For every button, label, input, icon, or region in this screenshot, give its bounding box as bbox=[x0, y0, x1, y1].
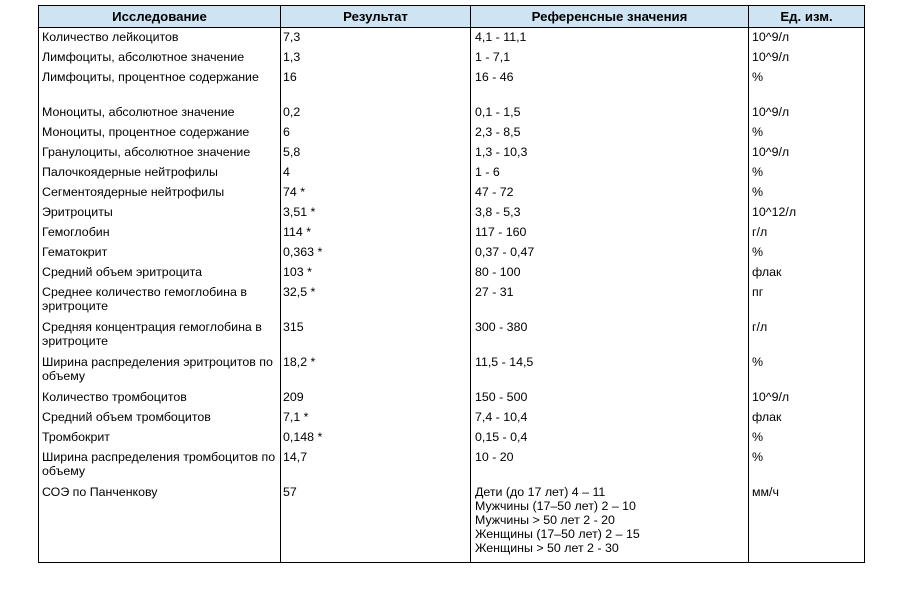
header-reference: Референсные значения bbox=[471, 6, 749, 28]
reference-range: 80 - 100 bbox=[471, 263, 749, 283]
result-value: 0,363 * bbox=[281, 243, 471, 263]
table-row bbox=[39, 163, 865, 183]
table-row bbox=[39, 318, 865, 353]
unit: мм/ч bbox=[749, 483, 865, 563]
lab-results-table bbox=[38, 5, 865, 563]
unit: % bbox=[749, 123, 865, 143]
test-name: Средний объем тромбоцитов bbox=[39, 408, 281, 428]
test-name: Среднее количество гемоглобина в эритроците bbox=[39, 283, 281, 318]
table-row bbox=[39, 263, 865, 283]
result-value: 7,3 bbox=[281, 28, 471, 48]
unit: % bbox=[749, 428, 865, 448]
table-row bbox=[39, 243, 865, 263]
test-name: Средняя концентрация гемоглобина в эритроците bbox=[39, 318, 281, 353]
table-row bbox=[39, 483, 865, 563]
unit: % bbox=[749, 243, 865, 263]
header-test: Исследование bbox=[39, 6, 281, 28]
table-row bbox=[39, 448, 865, 483]
table-row bbox=[39, 28, 865, 48]
reference-range: 2,3 - 8,5 bbox=[471, 123, 749, 143]
table-row bbox=[39, 203, 865, 223]
result-value: 32,5 * bbox=[281, 283, 471, 318]
test-name: Ширина распределения тромбоцитов по объему bbox=[39, 448, 281, 483]
table-row bbox=[39, 428, 865, 448]
result-value: 16 bbox=[281, 68, 471, 103]
table-row bbox=[39, 353, 865, 388]
result-value: 209 bbox=[281, 388, 471, 408]
unit: пг bbox=[749, 283, 865, 318]
header-unit: Ед. изм. bbox=[749, 6, 865, 28]
test-name: Тромбокрит bbox=[39, 428, 281, 448]
unit: % bbox=[749, 353, 865, 388]
reference-range: 1 - 7,1 bbox=[471, 48, 749, 68]
reference-range: 0,37 - 0,47 bbox=[471, 243, 749, 263]
result-value: 57 bbox=[281, 483, 471, 563]
reference-range: 1,3 - 10,3 bbox=[471, 143, 749, 163]
reference-range: 150 - 500 bbox=[471, 388, 749, 408]
test-name: Моноциты, процентное содержание bbox=[39, 123, 281, 143]
reference-range bbox=[471, 483, 749, 563]
test-name: Палочкоядерные нейтрофилы bbox=[39, 163, 281, 183]
unit: % bbox=[749, 448, 865, 483]
test-name: Гемоглобин bbox=[39, 223, 281, 243]
unit: флак bbox=[749, 263, 865, 283]
table-row bbox=[39, 48, 865, 68]
result-value: 315 bbox=[281, 318, 471, 353]
table-row bbox=[39, 388, 865, 408]
unit: 10^9/л bbox=[749, 103, 865, 123]
unit: 10^9/л bbox=[749, 388, 865, 408]
table-row bbox=[39, 68, 865, 103]
reference-range: 117 - 160 bbox=[471, 223, 749, 243]
test-name: Количество лейкоцитов bbox=[39, 28, 281, 48]
table-row bbox=[39, 103, 865, 123]
unit: 10^9/л bbox=[749, 48, 865, 68]
result-value: 14,7 bbox=[281, 448, 471, 483]
reference-line: Женщины > 50 лет 2 - 30 bbox=[475, 540, 619, 555]
test-name: Сегментоядерные нейтрофилы bbox=[39, 183, 281, 203]
reference-line: Дети (до 17 лет) 4 – 11 bbox=[475, 484, 606, 499]
result-value: 4 bbox=[281, 163, 471, 183]
result-value: 114 * bbox=[281, 223, 471, 243]
reference-range: 27 - 31 bbox=[471, 283, 749, 318]
test-name: Лимфоциты, абсолютное значение bbox=[39, 48, 281, 68]
test-name: Эритроциты bbox=[39, 203, 281, 223]
result-value: 18,2 * bbox=[281, 353, 471, 388]
unit: г/л bbox=[749, 223, 865, 243]
reference-line: Женщины (17–50 лет) 2 – 15 bbox=[475, 526, 640, 541]
unit: 10^12/л bbox=[749, 203, 865, 223]
reference-range: 10 - 20 bbox=[471, 448, 749, 483]
reference-range: 7,4 - 10,4 bbox=[471, 408, 749, 428]
header-result: Результат bbox=[281, 6, 471, 28]
table-row bbox=[39, 183, 865, 203]
reference-range: 0,1 - 1,5 bbox=[471, 103, 749, 123]
unit: % bbox=[749, 183, 865, 203]
unit: % bbox=[749, 68, 865, 103]
reference-range: 4,1 - 11,1 bbox=[471, 28, 749, 48]
reference-range: 11,5 - 14,5 bbox=[471, 353, 749, 388]
test-name: Количество тромбоцитов bbox=[39, 388, 281, 408]
test-name: Гематокрит bbox=[39, 243, 281, 263]
test-name: Моноциты, абсолютное значение bbox=[39, 103, 281, 123]
unit: 10^9/л bbox=[749, 28, 865, 48]
reference-line: Мужчины > 50 лет 2 - 20 bbox=[475, 512, 615, 527]
result-value: 7,1 * bbox=[281, 408, 471, 428]
result-value: 0,148 * bbox=[281, 428, 471, 448]
unit: г/л bbox=[749, 318, 865, 353]
reference-range: 3,8 - 5,3 bbox=[471, 203, 749, 223]
header-row bbox=[39, 6, 865, 28]
table-row bbox=[39, 123, 865, 143]
result-value: 103 * bbox=[281, 263, 471, 283]
result-value: 6 bbox=[281, 123, 471, 143]
reference-range: 47 - 72 bbox=[471, 183, 749, 203]
unit: % bbox=[749, 163, 865, 183]
table-row bbox=[39, 283, 865, 318]
test-name: СОЭ по Панченкову bbox=[39, 483, 281, 563]
result-value: 74 * bbox=[281, 183, 471, 203]
result-value: 1,3 bbox=[281, 48, 471, 68]
reference-range: 300 - 380 bbox=[471, 318, 749, 353]
reference-range: 1 - 6 bbox=[471, 163, 749, 183]
unit: флак bbox=[749, 408, 865, 428]
reference-line: Мужчины (17–50 лет) 2 – 10 bbox=[475, 498, 636, 513]
reference-range: 0,15 - 0,4 bbox=[471, 428, 749, 448]
test-name: Ширина распределения эритроцитов по объему bbox=[39, 353, 281, 388]
test-name: Средний объем эритроцита bbox=[39, 263, 281, 283]
test-name: Гранулоциты, абсолютное значение bbox=[39, 143, 281, 163]
unit: 10^9/л bbox=[749, 143, 865, 163]
result-value: 3,51 * bbox=[281, 203, 471, 223]
table-row bbox=[39, 408, 865, 428]
result-value: 0,2 bbox=[281, 103, 471, 123]
reference-range: 16 - 46 bbox=[471, 68, 749, 103]
test-name: Лимфоциты, процентное содержание bbox=[39, 68, 281, 103]
table-row bbox=[39, 223, 865, 243]
table-row bbox=[39, 143, 865, 163]
result-value: 5,8 bbox=[281, 143, 471, 163]
